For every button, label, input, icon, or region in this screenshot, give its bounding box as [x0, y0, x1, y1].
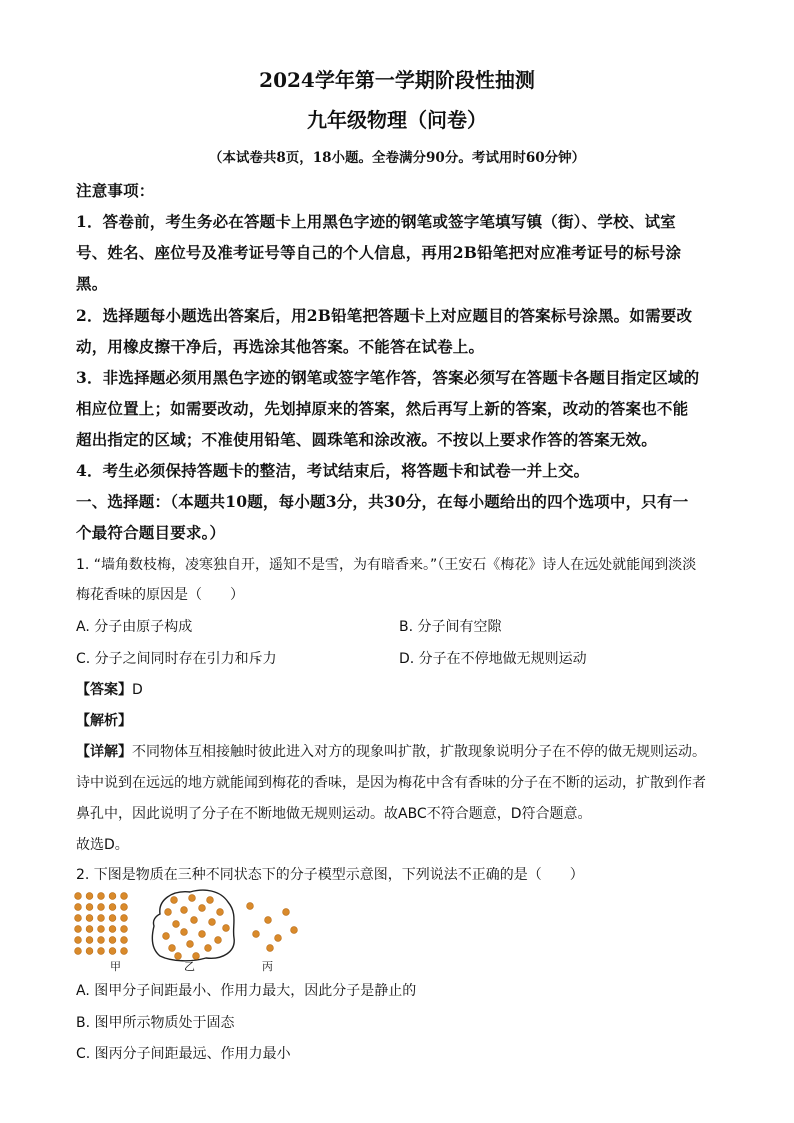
liquid-molecule: [223, 925, 230, 932]
q1-stem: 1. “墙角数枝梅，凌寒独自开，遥知不是雪，为有暗香来。”（王安石《梅花》诗人在远处就能闻到淡淡: [76, 557, 697, 573]
solid-molecule: [86, 937, 93, 944]
solid-molecule: [121, 904, 128, 911]
analysis-tag: 【解析】: [76, 713, 132, 729]
solid-molecule: [98, 915, 105, 922]
notice-line: 3．非选择题必须用黑色字迹的钢笔或签字笔作答，答案必须写在答题卡各题目指定区域的: [76, 368, 700, 387]
q1-answer: [76, 679, 143, 699]
q1-option-d: D. 分子在不停地做无规则运动: [399, 651, 587, 667]
notice-line: 黑。: [76, 274, 108, 293]
notice-line: 号、姓名、座位号及准考证号等自己的个人信息，再用2B铅笔把对应准考证号的标号涂: [76, 243, 682, 262]
exam-title: 2024学年第一学期阶段性抽测: [259, 68, 535, 92]
solid-molecule: [109, 904, 116, 911]
label-liquid: 乙: [184, 960, 195, 973]
q1-option-c: C. 分子之间同时存在引力和斥力: [76, 651, 277, 667]
solid-molecule: [121, 893, 128, 900]
q2-option-c: C. 图丙分子间距最远、作用力最小: [76, 1046, 291, 1062]
solid-molecule: [109, 937, 116, 944]
solid-molecule: [86, 948, 93, 955]
solid-molecule: [75, 915, 82, 922]
liquid-molecule: [171, 897, 178, 904]
exam-info: （本试卷共8页，18小题。全卷满分90分。考试用时60分钟）: [208, 150, 586, 166]
solid-molecule: [109, 893, 116, 900]
liquid-molecule: [163, 933, 170, 940]
solid-molecule: [98, 893, 105, 900]
liquid-molecule: [199, 931, 206, 938]
notice-line: 超出指定的区域；不准使用铅笔、圆珠笔和涂改液。不按以上要求作答的答案无效。: [76, 430, 657, 449]
solid-molecule: [121, 937, 128, 944]
solid-molecule: [75, 948, 82, 955]
q1-option-b: B. 分子间有空隙: [399, 619, 502, 635]
solid-molecule: [86, 926, 93, 933]
answer-tag: 【答案】: [76, 682, 132, 698]
solid-molecule: [98, 926, 105, 933]
q1-stem-cont: 梅花香味的原因是（ ）: [76, 587, 244, 603]
liquid-molecule: [199, 905, 206, 912]
solid-molecule: [98, 904, 105, 911]
solid-molecule: [109, 948, 116, 955]
solid-molecule: [86, 915, 93, 922]
solid-molecule: [75, 893, 82, 900]
liquid-molecule: [209, 919, 216, 926]
solid-molecule: [86, 904, 93, 911]
q1-conclusion: 故选D。: [76, 837, 129, 853]
liquid-molecule: [181, 929, 188, 936]
notice-line: 4．考生必须保持答题卡的整洁，考试结束后，将答题卡和试卷一并上交。: [76, 461, 590, 480]
liquid-molecule: [187, 941, 194, 948]
solid-molecule: [75, 926, 82, 933]
liquid-molecule: [217, 909, 224, 916]
q2-stem: 2. 下图是物质在三种不同状态下的分子模型示意图，下列说法不正确的是（ ）: [76, 867, 584, 883]
liquid-molecule: [165, 909, 172, 916]
liquid-molecules: [163, 895, 230, 960]
gas-molecule: [253, 931, 260, 938]
notice-line: 1．答卷前，考生务必在答题卡上用黑色字迹的钢笔或签字笔填写镇（街）、学校、试室: [76, 212, 676, 231]
liquid-molecule: [189, 895, 196, 902]
q1-detail-cont: 鼻孔中，因此说明了分子在不断地做无规则运动。故ABC不符合题意，D符合题意。: [76, 806, 592, 822]
liquid-molecule: [205, 945, 212, 952]
gas-molecule: [247, 903, 254, 910]
molecule-model-figure: [72, 886, 312, 976]
q1-detail: [76, 741, 706, 761]
section-heading-cont: 个最符合题目要求。）: [76, 523, 226, 542]
detail-text: 不同物体互相接触时彼此进入对方的现象叫扩散，扩散现象说明分子在不停的做无规则运动。: [132, 744, 706, 760]
solid-molecule: [98, 948, 105, 955]
liquid-molecule: [207, 897, 214, 904]
gas-molecule: [267, 945, 274, 952]
solid-molecule: [121, 926, 128, 933]
detail-tag: 【详解】: [76, 744, 132, 760]
notice-line: 相应位置上；如需要改动，先划掉原来的答案，然后再写上新的答案，改动的答案也不能: [76, 399, 689, 418]
notice-heading: 注意事项：: [76, 181, 155, 200]
notice-line: 2．选择题每小题选出答案后，用2B铅笔把答题卡上对应题目的答案标号涂黑。如需要改: [76, 306, 693, 325]
liquid-molecule: [173, 921, 180, 928]
q2-option-b: B. 图甲所示物质处于固态: [76, 1015, 235, 1031]
answer-value: D: [132, 682, 143, 698]
gas-molecule: [265, 917, 272, 924]
gas-molecule: [275, 935, 282, 942]
gas-molecules: [247, 903, 298, 952]
q2-option-a: A. 图甲分子间距最小、作用力最大，因此分子是静止的: [76, 983, 417, 999]
solid-molecule: [98, 937, 105, 944]
notice-line: 动，用橡皮擦干净后，再选涂其他答案。不能答在试卷上。: [76, 337, 485, 356]
solid-molecule: [75, 904, 82, 911]
gas-molecule: [291, 927, 298, 934]
solid-molecule: [109, 926, 116, 933]
gas-molecule: [283, 909, 290, 916]
section-heading: 一、选择题：（本题共10题，每小题3分，共30分，在每小题给出的四个选项中，只有一: [76, 492, 689, 511]
solid-molecule: [75, 937, 82, 944]
solid-molecule: [121, 915, 128, 922]
liquid-molecule: [181, 907, 188, 914]
solid-molecules: [75, 893, 128, 955]
exam-subtitle: 九年级物理（问卷）: [307, 108, 487, 132]
liquid-molecule: [215, 937, 222, 944]
label-solid: 甲: [110, 960, 121, 973]
solid-molecule: [121, 948, 128, 955]
liquid-molecule: [191, 917, 198, 924]
liquid-molecule: [169, 945, 176, 952]
solid-molecule: [109, 915, 116, 922]
q1-option-a: A. 分子由原子构成: [76, 619, 193, 635]
solid-molecule: [86, 893, 93, 900]
liquid-molecule: [175, 953, 182, 960]
q1-detail-cont: 诗中说到在远远的地方就能闻到梅花的香味，是因为梅花中含有香味的分子在不断的运动，扩散到作者: [76, 775, 706, 791]
label-gas: 丙: [262, 960, 273, 973]
